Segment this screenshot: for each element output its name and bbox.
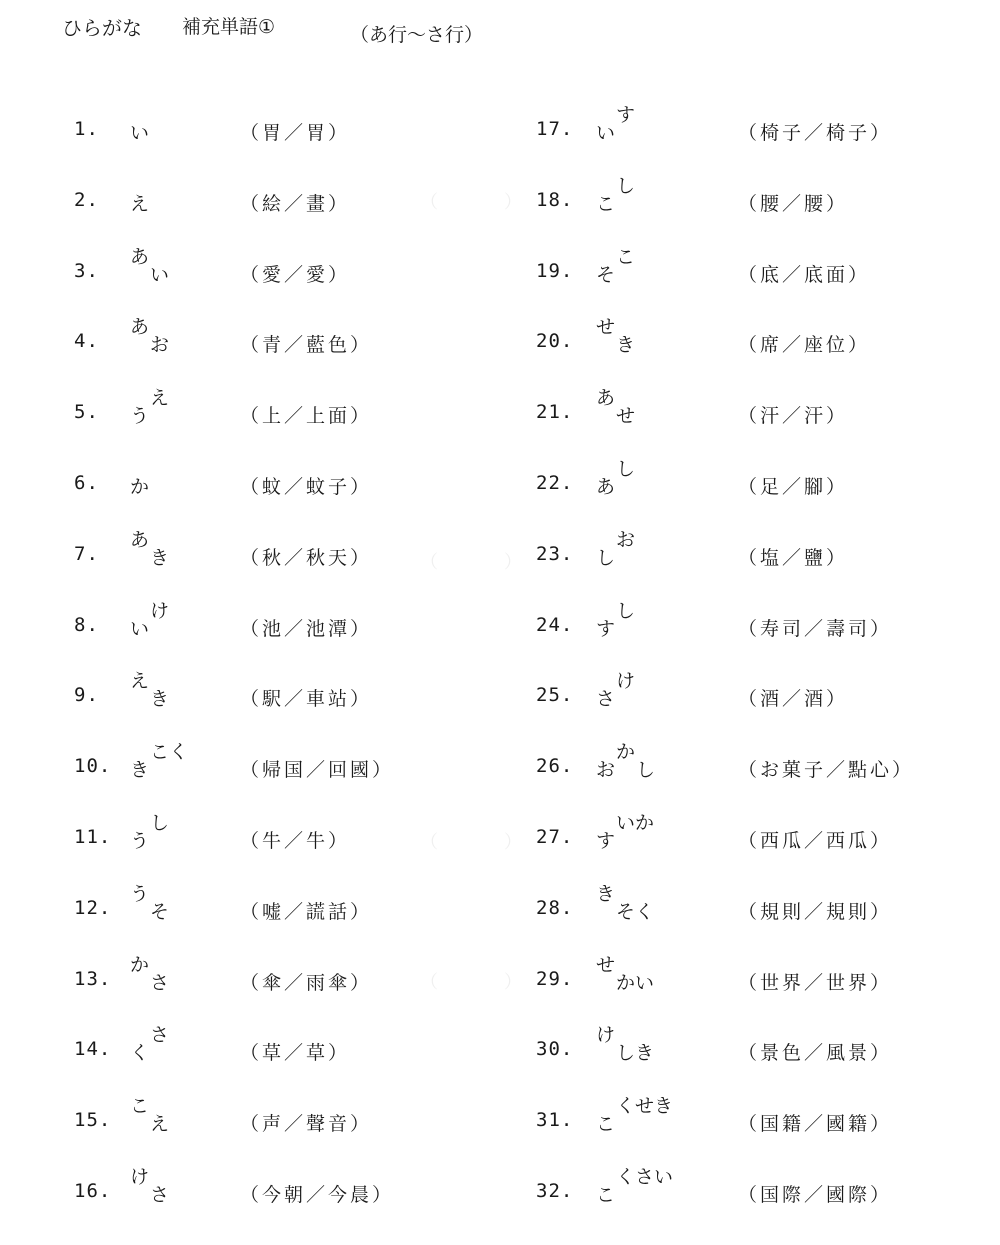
kanji-translation: （腰／腰） [738,192,849,215]
kanji-translation: （青／藍色） [240,334,373,357]
entry-number: 15. [74,1109,112,1132]
kana-segment: そ [596,263,616,286]
kanji-translation: （国籍／國籍） [738,1113,893,1136]
kana-segment: え [150,1113,170,1136]
entry-number: 30. [536,1038,574,1061]
entry-number: 25. [536,684,574,707]
kana-segment: こ [596,1184,616,1206]
entry-number: 22. [536,472,574,494]
kana-segment: き [596,882,616,905]
kana-segment: け [150,599,170,622]
kana-segment: いか [616,812,655,834]
vocab-entry [536,882,960,927]
kana-segment: か [130,953,150,976]
kana-segment: あ [130,528,150,551]
kana-segment: こ [596,192,616,215]
entry-number: 2. [74,188,99,211]
kana-segment: くせき [616,1095,674,1118]
entry-number: 16. [74,1180,112,1202]
kana-segment: い [596,122,616,144]
kana-segment: さ [150,971,170,994]
vocab-entry [536,1024,960,1068]
entry-number: 19. [536,259,574,282]
kana-segment: し [616,599,636,622]
entry-number: 31. [536,1109,574,1132]
entry-number: 29. [536,967,574,990]
vocab-entry [536,104,960,148]
worksheet-page: ひらがな 補充単語① （あ行～さ行） （ ） （ ） （ ） （ ） 1. い （胃／胃） 2. え （絵／畫） 3. あ い （愛／愛） 4. あ お （青／藍色） 5. う え （上／上面） 6. か （蚊／蚊子） 7. あ き （秋／秋天） 8. い け （池／池潭） 9. え き （駅／車站） 10. き こく （帰国／回國） 11. う し （牛／牛） 12. う そ （嘘／謊話） 13. か さ （傘／雨傘） 14. く さ （草／草） 15. こ え （声／聲音） 16. け さ （今朝／今晨） 17. い す （椅子／椅子） 18. こ し （腰／腰） 19. そ こ （底／底面） 20. せ き （席／座位） 21. あ せ （汗／汗） 22. あ し （足／腳） 23. し お （塩／鹽） 24. す し （寿司／壽司） 25. さ け （酒／酒） 26. お か し （お菓子／點心） 27. す いか （西瓜／西瓜） 28. き そく （規則／規則） 29. せ かい （世界／世界） 30. け しき （景色／風景） 31. こ くせき （国籍／國籍） 32. こ くさい （国際／國際） [0,0,1000,1245]
entry-number: 13. [74,967,112,990]
kana-segment: しき [616,1042,655,1065]
script-label: ひらがな [62,16,142,40]
vocab-entry [536,599,960,644]
kana-segment: こく [150,741,189,764]
kanji-translation: （寿司／壽司） [738,617,893,640]
kana-segment: そく [616,900,655,923]
kanji-translation: （池／池潭） [240,617,373,640]
kana-segment: せ [616,405,636,428]
kana-segment: し [150,812,170,834]
kanji-translation: （上／上面） [240,405,373,428]
entry-number: 23. [536,542,574,565]
kanji-translation: （席／座位） [738,334,871,357]
kanji-translation: （帰国／回國） [240,759,395,782]
entry-number: 9. [74,684,99,707]
kanji-translation: （愛／愛） [240,263,351,286]
entry-number: 17. [536,118,574,140]
kana-segment: え [130,192,150,215]
kanji-translation: （駅／車站） [240,688,373,711]
kana-range: （あ行～さ行） [350,24,484,46]
entry-number: 3. [74,259,99,282]
kana-segment: あ [130,316,150,339]
kana-segment: い [130,122,150,144]
kana-segment: え [130,670,150,693]
entry-number: 18. [536,188,574,211]
kana-segment: け [616,670,636,693]
kanji-translation: （牛／牛） [240,830,351,852]
kana-segment: あ [130,245,150,268]
vocab-entry [536,670,960,714]
kana-segment: お [150,334,170,357]
kana-segment: え [150,387,170,410]
entry-number: 21. [536,401,574,424]
kana-segment: す [596,617,616,640]
kanji-translation: （蚊／蚊子） [240,476,373,498]
kanji-translation: （世界／世界） [738,971,893,994]
entry-number: 32. [536,1180,574,1202]
entry-number: 8. [74,613,99,636]
kana-segment: し [596,546,616,569]
kanji-translation: （底／底面） [738,263,871,286]
kanji-translation: （汗／汗） [738,405,849,428]
kana-segment: せ [596,953,616,976]
kanji-translation: （胃／胃） [240,122,351,144]
kanji-translation: （嘘／謊話） [240,900,373,923]
kana-segment: あ [596,476,616,498]
kanji-translation: （足／腳） [738,476,849,498]
vocab-entry [536,741,960,785]
kana-segment: お [596,759,616,782]
entry-number: 5. [74,401,99,424]
entry-number: 12. [74,896,112,919]
kana-segment: し [616,458,636,480]
kana-segment: い [150,263,170,286]
kana-segment: さ [596,688,616,711]
kana-segment: くさい [616,1166,674,1188]
vocab-entry [536,245,960,290]
entry-number: 7. [74,542,99,565]
kanji-translation: （椅子／椅子） [738,122,893,144]
kana-segment: さ [150,1024,170,1047]
entry-number: 28. [536,896,574,919]
vocab-entry [536,387,960,431]
kana-segment: あ [596,387,616,410]
entry-number: 4. [74,330,99,353]
kana-segment: き [130,759,150,782]
kana-segment: き [616,334,636,357]
entry-number: 24. [536,613,574,636]
kana-segment: か [130,476,150,498]
entry-number: 1. [74,118,99,140]
kanji-translation: （草／草） [240,1042,351,1065]
entry-number: 14. [74,1038,112,1061]
entry-number: 6. [74,472,99,494]
kanji-translation: （塩／鹽） [738,546,849,569]
kana-segment: け [130,1166,150,1188]
entry-number: 11. [74,826,112,848]
kanji-translation: （国際／國際） [738,1184,893,1206]
kana-segment: こ [596,1113,616,1136]
kana-segment: う [130,405,150,428]
worksheet-title: 補充単語① [182,16,276,38]
kana-segment: き [150,688,170,711]
kanji-translation: （規則／規則） [738,900,893,923]
vocab-entry [536,458,960,502]
vocab-entry [536,1166,960,1210]
entry-number: 26. [536,755,574,778]
kana-segment: さ [150,1184,170,1206]
kanji-translation: （絵／畫） [240,192,351,215]
kana-segment: す [596,830,616,852]
kana-segment: せ [596,316,616,339]
vocab-entry [536,316,960,360]
kana-segment: い [130,617,150,640]
kana-segment: す [616,104,636,126]
kana-segment: お [616,528,636,551]
kana-segment: こ [130,1095,150,1118]
kana-segment: こ [616,245,636,268]
kana-segment: う [130,882,150,905]
kana-segment: か [616,741,636,764]
vocab-entry [536,174,960,219]
kanji-translation: （秋／秋天） [240,546,373,569]
kanji-translation: （傘／雨傘） [240,971,373,994]
vocab-entry [536,528,960,573]
kana-segment: う [130,830,150,852]
kanji-translation: （今朝／今晨） [240,1184,395,1206]
kanji-translation: （景色／風景） [738,1042,893,1065]
kana-segment: そ [150,900,170,923]
kanji-translation: （酒／酒） [738,688,849,711]
vocab-entry [536,1095,960,1139]
kana-segment: き [150,546,170,569]
kanji-translation: （お菓子／點心） [738,759,915,782]
entry-number: 10. [74,755,112,778]
kana-segment: し [636,759,656,782]
entry-number: 27. [536,826,574,848]
kanji-translation: （声／聲音） [240,1113,373,1136]
kanji-translation: （西瓜／西瓜） [738,830,893,852]
vocab-entry [536,953,960,998]
kana-segment: く [130,1042,150,1065]
kana-segment: し [616,174,636,197]
kana-segment: け [596,1024,616,1047]
kana-segment: かい [616,971,655,994]
entry-number: 20. [536,330,574,353]
vocab-entry [536,812,960,856]
